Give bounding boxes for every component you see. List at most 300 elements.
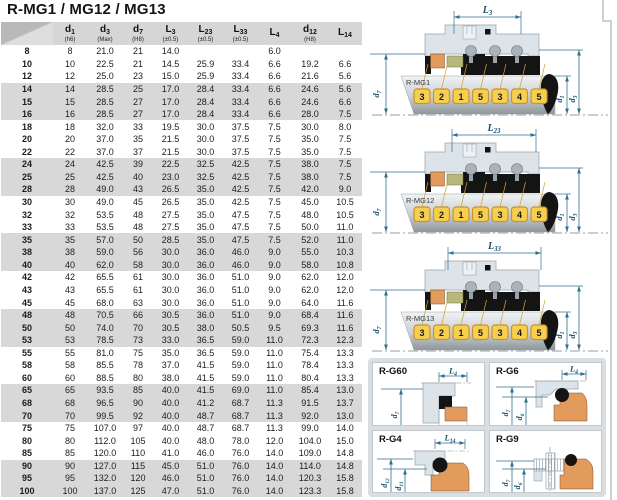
table-cell: 46.0 xyxy=(161,473,180,484)
table-cell: 48 xyxy=(132,209,143,220)
panel-label: R-G60 xyxy=(379,366,407,377)
table-cell: 15.8 xyxy=(336,473,354,484)
table-cell: 7.5 xyxy=(268,197,281,208)
table-cell: 92.0 xyxy=(301,410,319,421)
table-cell: 78.5 xyxy=(96,335,114,346)
dim-label-L14: $L_{14}$ xyxy=(444,432,456,444)
table-cell: 58 xyxy=(21,360,32,371)
dimension-arrow xyxy=(577,345,581,351)
table-cell: 46.0 xyxy=(231,259,250,270)
table-cell: 37.5 xyxy=(231,146,250,157)
table-cell: 51.0 xyxy=(231,297,250,308)
table-cell: 76.0 xyxy=(231,460,250,471)
table-cell: 30.0 xyxy=(161,247,180,258)
table-cell: 7.5 xyxy=(268,159,281,170)
column-note: (h6) xyxy=(64,36,76,43)
table-cell: 48.7 xyxy=(196,423,215,434)
table-row xyxy=(1,45,362,58)
table-cell: 23 xyxy=(132,71,143,82)
table-cell: 41.5 xyxy=(196,372,215,383)
seal-drawing-r-mg1 xyxy=(368,2,613,120)
table-cell: 127.0 xyxy=(93,460,117,471)
table-cell: 26.5 xyxy=(161,197,180,208)
column-header xyxy=(223,22,258,45)
table-cell: 23.0 xyxy=(161,171,180,182)
oring-black xyxy=(565,454,577,466)
table-cell: 30.5 xyxy=(161,310,180,321)
seat-ring-orange xyxy=(431,290,445,304)
table-cell: 11.3 xyxy=(266,410,283,421)
table-cell: 12.0 xyxy=(336,284,354,295)
table-cell: 22.5 xyxy=(96,58,114,69)
table-cell: 59.0 xyxy=(231,347,250,358)
column-header xyxy=(153,22,188,45)
column-header xyxy=(123,22,153,45)
table-cell: 59.0 xyxy=(96,247,114,258)
table-cell: 6.6 xyxy=(268,109,281,120)
dimension-arrow xyxy=(565,345,569,351)
table-cell: 51.0 xyxy=(196,485,215,496)
column-symbol: $d_7$ xyxy=(132,23,143,36)
dimension-arrow xyxy=(510,461,514,467)
table-cell: 28.4 xyxy=(196,96,215,107)
table-row xyxy=(1,146,362,159)
table-cell: 57.0 xyxy=(96,234,114,245)
face-ring-olive xyxy=(447,56,463,67)
table-cell: 53 xyxy=(21,335,32,346)
table-cell: 13.0 xyxy=(336,385,354,396)
balloon-number: 4 xyxy=(516,210,523,220)
table-cell: 48.7 xyxy=(196,410,215,421)
table-cell: 80 xyxy=(132,372,143,383)
table-cell: 70 xyxy=(64,410,75,421)
balloon-number: 3 xyxy=(419,328,425,338)
table-cell: 9.0 xyxy=(268,284,281,295)
table-cell: 12 xyxy=(64,71,75,82)
table-cell: 107.0 xyxy=(93,423,117,434)
table-cell: 12.0 xyxy=(265,435,284,446)
table-cell: 50.0 xyxy=(301,222,319,233)
table-cell: 63 xyxy=(132,297,143,308)
dim-label-d1: $d_1$ xyxy=(554,331,566,339)
table-cell: 9.0 xyxy=(268,247,281,258)
table-cell: 20 xyxy=(21,134,32,145)
table-cell: 13.0 xyxy=(336,410,354,421)
table-cell: 55 xyxy=(64,347,75,358)
table-cell: 7.5 xyxy=(338,159,352,170)
seal-drawing-r-mg12 xyxy=(368,120,613,238)
table-cell: 27.5 xyxy=(161,222,180,233)
table-cell: 42.5 xyxy=(96,159,114,170)
table-row xyxy=(1,472,362,485)
dimension-arrow xyxy=(565,76,569,82)
column-note: (±0.5) xyxy=(232,36,249,43)
table-cell: 9.0 xyxy=(338,184,352,195)
table-row xyxy=(1,246,362,259)
dimension-arrow xyxy=(565,109,569,115)
table-cell: 80 xyxy=(64,435,75,446)
table-cell: 8 xyxy=(24,46,30,57)
table-cell: 100 xyxy=(19,485,35,496)
page-edge-vertical xyxy=(610,20,612,500)
table-cell: 7.5 xyxy=(268,146,281,157)
table-cell: 36.0 xyxy=(196,297,215,308)
balloon-number: 3 xyxy=(419,210,425,220)
table-cell: 11.0 xyxy=(336,234,354,245)
table-cell: 120 xyxy=(130,473,146,484)
table-cell: 65 xyxy=(64,385,75,396)
spring-stem xyxy=(515,174,519,181)
panel-label: R-G9 xyxy=(496,433,519,445)
dim-label-d3: $d_3$ xyxy=(567,331,579,339)
table-cell: 7.5 xyxy=(268,209,281,220)
detail-panel-r-g4 xyxy=(372,430,485,494)
table-cell: 38 xyxy=(64,247,75,258)
spring-coil xyxy=(466,46,477,57)
table-cell: 33 xyxy=(21,222,32,233)
table-cell: 20 xyxy=(64,134,75,145)
table-cell: 48 xyxy=(64,310,75,321)
table-cell: 35.0 xyxy=(196,209,215,220)
table-row xyxy=(1,422,362,435)
spring-coil xyxy=(490,164,501,175)
table-cell: 37.0 xyxy=(96,134,114,145)
dimension-arrow xyxy=(452,133,458,137)
table-cell: 42.5 xyxy=(231,159,250,170)
dim-label-d11: $d_{11}$ xyxy=(394,480,405,491)
table-cell: 115 xyxy=(130,460,146,471)
dim-label-d7: $d_7$ xyxy=(501,479,512,486)
table-cell: 35 xyxy=(132,134,143,145)
seat-orange xyxy=(445,407,467,421)
table-cell: 74.0 xyxy=(96,322,114,333)
table-cell: 28.4 xyxy=(196,83,215,94)
table-cell: 75.4 xyxy=(301,347,319,358)
table-row xyxy=(1,409,362,422)
table-cell: 76.0 xyxy=(231,485,250,496)
table-cell: 40 xyxy=(21,259,32,270)
table-cell: 13.7 xyxy=(336,398,354,409)
table-cell: 48 xyxy=(132,222,143,233)
table-cell: 30.0 xyxy=(161,259,180,270)
dimension-arrow xyxy=(384,345,388,351)
table-cell: 123.3 xyxy=(298,485,322,496)
spring-coil xyxy=(466,164,477,175)
table-cell: 41.2 xyxy=(196,398,215,409)
table-cell: 25 xyxy=(21,171,32,182)
table-cell: 28.5 xyxy=(161,234,180,245)
table-row xyxy=(1,259,362,272)
table-cell: 62.0 xyxy=(301,284,319,295)
table-cell: 42.0 xyxy=(301,184,319,195)
column-header xyxy=(87,22,123,45)
table-cell: 30.0 xyxy=(161,297,180,308)
table-cell: 36.0 xyxy=(196,272,215,283)
table-cell: 7.5 xyxy=(338,134,352,145)
table-cell: 14.0 xyxy=(336,423,354,434)
table-cell: 7.5 xyxy=(268,222,281,233)
column-symbol: $L_3$ xyxy=(165,23,176,36)
table-cell: 78 xyxy=(132,360,143,371)
table-cell: 62.0 xyxy=(301,272,319,283)
table-cell: 7.5 xyxy=(338,146,352,157)
table-cell: 12.0 xyxy=(336,272,354,283)
table-cell: 37.5 xyxy=(231,121,250,132)
table-cell: 6.6 xyxy=(338,58,352,69)
table-cell: 28 xyxy=(21,184,32,195)
table-row xyxy=(1,485,362,498)
table-cell: 78.0 xyxy=(231,435,250,446)
spring-coil xyxy=(490,282,501,293)
dimension-arrow xyxy=(581,372,587,376)
table-cell: 46.0 xyxy=(196,448,215,459)
table-cell: 36.5 xyxy=(196,347,215,358)
table-cell: 21 xyxy=(132,58,143,69)
table-body xyxy=(1,45,362,497)
table-cell: 6.6 xyxy=(338,96,352,107)
table-cell: 18 xyxy=(21,121,32,132)
set-screw xyxy=(463,144,476,157)
detail-panel-r-g6 xyxy=(489,362,602,426)
table-row xyxy=(1,284,362,297)
table-cell: 56 xyxy=(132,247,143,258)
table-cell: 68 xyxy=(64,398,75,409)
table-row xyxy=(1,460,362,473)
table-row xyxy=(1,384,362,397)
table-cell: 62.0 xyxy=(96,259,114,270)
oring-black xyxy=(433,457,448,472)
dimension-arrow xyxy=(462,374,468,378)
table-cell: 35.0 xyxy=(196,222,215,233)
table-cell: 21.6 xyxy=(301,71,319,82)
spring-stem xyxy=(469,174,473,181)
table-cell: 70.5 xyxy=(96,310,114,321)
table-cell: 53.5 xyxy=(96,222,114,233)
table-cell: 76.0 xyxy=(231,473,250,484)
table-cell: 68.7 xyxy=(231,398,250,409)
table-cell: 33.4 xyxy=(231,58,250,69)
table-cell: 97 xyxy=(132,423,143,434)
seal-diagram-r-mg1 xyxy=(368,2,613,120)
table-row xyxy=(1,171,362,184)
table-row xyxy=(1,183,362,196)
table-cell: 7.5 xyxy=(268,134,281,145)
spring-stem xyxy=(515,292,519,299)
table-row xyxy=(1,434,362,447)
table-cell: 50 xyxy=(132,234,143,245)
table-cell: 27.5 xyxy=(161,209,180,220)
balloon-number: 5 xyxy=(477,328,484,338)
seal-diagram-r-mg12 xyxy=(368,120,613,238)
dimension-arrow xyxy=(516,15,522,19)
table-cell: 27 xyxy=(132,109,143,120)
balloon-number: 5 xyxy=(536,210,542,220)
table-cell: 99.5 xyxy=(96,410,114,421)
table-cell: 26.5 xyxy=(161,184,180,195)
table-cell: 11.0 xyxy=(266,347,283,358)
dimension-arrow xyxy=(448,251,454,255)
table-cell: 14.0 xyxy=(265,485,284,496)
table-cell: 28.0 xyxy=(301,109,319,120)
table-cell: 109.0 xyxy=(298,448,322,459)
table-cell: 11.6 xyxy=(336,310,354,321)
table-cell: 28.5 xyxy=(96,109,114,120)
table-cell: 37 xyxy=(132,146,143,157)
table-cell: 75 xyxy=(64,423,75,434)
seal-model-label: R-MG12 xyxy=(406,196,435,205)
seal-model-label: R-MG1 xyxy=(406,78,431,87)
table-cell: 52.0 xyxy=(301,234,319,245)
table-cell: 58 xyxy=(64,360,75,371)
table-cell: 7.5 xyxy=(338,171,352,182)
table-row xyxy=(1,397,362,410)
dimension-arrow xyxy=(399,389,403,395)
table-cell: 11.3 xyxy=(266,398,283,409)
table-cell: 32.5 xyxy=(196,171,215,182)
table-cell: 49.0 xyxy=(96,197,114,208)
dimension-arrow xyxy=(384,227,388,233)
table-cell: 91.5 xyxy=(301,398,319,409)
table-cell: 21.5 xyxy=(161,134,180,145)
table-cell: 19.5 xyxy=(161,121,180,132)
dim-label-d7: $d_7$ xyxy=(501,409,512,417)
table-cell: 38.0 xyxy=(301,159,319,170)
table-cell: 30.0 xyxy=(196,146,215,157)
balloon-number: 3 xyxy=(497,92,503,102)
table-cell: 7.5 xyxy=(268,234,281,245)
table-cell: 5.6 xyxy=(338,83,352,94)
dim-label-d12: $d_{12}$ xyxy=(380,477,391,488)
column-note: (±0.5) xyxy=(162,36,179,43)
table-row xyxy=(1,158,362,171)
balloon-number: 3 xyxy=(497,210,503,220)
dim-label-d6: $d_6$ xyxy=(515,413,526,421)
page-edge-notch-vertical xyxy=(602,0,604,21)
dimension-arrow xyxy=(565,312,569,318)
table-row xyxy=(1,334,362,347)
table-cell: 60 xyxy=(21,372,32,383)
table-cell: 40.0 xyxy=(161,435,180,446)
table-row xyxy=(1,309,362,322)
panel-label: R-G6 xyxy=(496,366,519,377)
table-cell: 32.5 xyxy=(196,159,215,170)
table-cell: 45 xyxy=(64,297,75,308)
table-cell: 35.0 xyxy=(196,184,215,195)
table-cell: 69.0 xyxy=(231,385,250,396)
table-cell: 59.0 xyxy=(231,360,250,371)
table-cell: 70 xyxy=(132,322,143,333)
table-cell: 45 xyxy=(132,197,143,208)
table-cell: 80 xyxy=(21,435,32,446)
balloon-number: 5 xyxy=(536,328,542,338)
table-cell: 68 xyxy=(21,398,32,409)
dim-label-L3: $L_3$ xyxy=(482,5,493,17)
table-cell: 35.0 xyxy=(196,197,215,208)
dimension-arrow xyxy=(524,397,528,403)
table-cell: 68.7 xyxy=(231,423,250,434)
table-cell: 15 xyxy=(21,96,32,107)
column-header xyxy=(291,22,329,45)
table-cell: 47.0 xyxy=(161,485,180,496)
dimension-arrow xyxy=(577,50,581,56)
table-cell: 24 xyxy=(21,159,32,170)
table-cell: 112.0 xyxy=(94,435,116,446)
table-cell: 22 xyxy=(64,146,75,157)
table-cell: 8.0 xyxy=(338,121,352,132)
table-cell: 47.5 xyxy=(231,222,250,233)
balloon-number: 2 xyxy=(438,92,445,102)
table-cell: 38.0 xyxy=(196,322,215,333)
spring-coil xyxy=(466,282,477,293)
table-cell: 24.6 xyxy=(301,83,319,94)
table-cell: 16 xyxy=(64,109,75,120)
dim-label-d7: $d_7$ xyxy=(371,90,383,98)
table-cell: 120.3 xyxy=(298,473,322,484)
balloon-number: 4 xyxy=(516,92,523,102)
dimension-arrow xyxy=(389,459,393,465)
table-cell: 13.3 xyxy=(336,360,354,371)
dimension-arrow xyxy=(577,227,581,233)
spring-stem xyxy=(469,292,473,299)
table-cell: 33.4 xyxy=(231,71,250,82)
table-cell: 58.0 xyxy=(301,259,319,270)
set-screw xyxy=(463,262,476,275)
table-cell: 36.0 xyxy=(196,310,215,321)
detail-panel-r-g9 xyxy=(489,430,602,494)
column-symbol: $d_1$ xyxy=(64,23,75,36)
spring-stem xyxy=(469,56,473,63)
table-cell: 7.5 xyxy=(338,109,352,120)
page-title: R-MG1 / MG12 / MG13 xyxy=(7,1,166,18)
drive-pin xyxy=(485,29,491,35)
detail-panel-r-g60 xyxy=(372,362,485,426)
table-cell: 38 xyxy=(21,247,32,258)
table-cell: 68.0 xyxy=(96,297,114,308)
table-cell: 40.0 xyxy=(161,398,180,409)
dim-label-d3: $d_3$ xyxy=(567,95,579,103)
table-cell: 10 xyxy=(64,58,75,69)
table-cell: 90 xyxy=(132,398,143,409)
column-symbol: $L_{23}$ xyxy=(198,23,213,36)
dim-label-L4: $L_4$ xyxy=(448,365,458,378)
balloon-number: 3 xyxy=(419,92,425,102)
table-cell: 11.0 xyxy=(266,335,283,346)
table-cell: 43 xyxy=(21,284,32,295)
dimension-arrow xyxy=(384,54,388,60)
table-cell: 37.0 xyxy=(161,360,180,371)
table-cell: 7.5 xyxy=(268,121,281,132)
table-cell: 38.0 xyxy=(301,171,319,182)
table-cell: 25.9 xyxy=(196,58,215,69)
table-cell: 45 xyxy=(21,297,32,308)
table-cell: 7.5 xyxy=(268,171,281,182)
spring-stem xyxy=(493,292,497,299)
table-cell: 120.0 xyxy=(93,448,117,459)
table-cell: 125 xyxy=(130,485,146,496)
table-cell: 137.0 xyxy=(93,485,117,496)
table-cell: 35 xyxy=(21,234,32,245)
table-cell: 30.0 xyxy=(161,284,180,295)
table-cell: 41.5 xyxy=(196,385,215,396)
table-row xyxy=(1,196,362,209)
table-cell: 9.0 xyxy=(268,297,281,308)
table-row xyxy=(1,70,362,83)
balloon-number: 3 xyxy=(497,328,503,338)
table-cell: 42 xyxy=(21,272,32,283)
dim-label-d1: $d_1$ xyxy=(554,213,566,221)
table-cell: 58 xyxy=(132,259,143,270)
table-cell: 51.0 xyxy=(231,272,250,283)
